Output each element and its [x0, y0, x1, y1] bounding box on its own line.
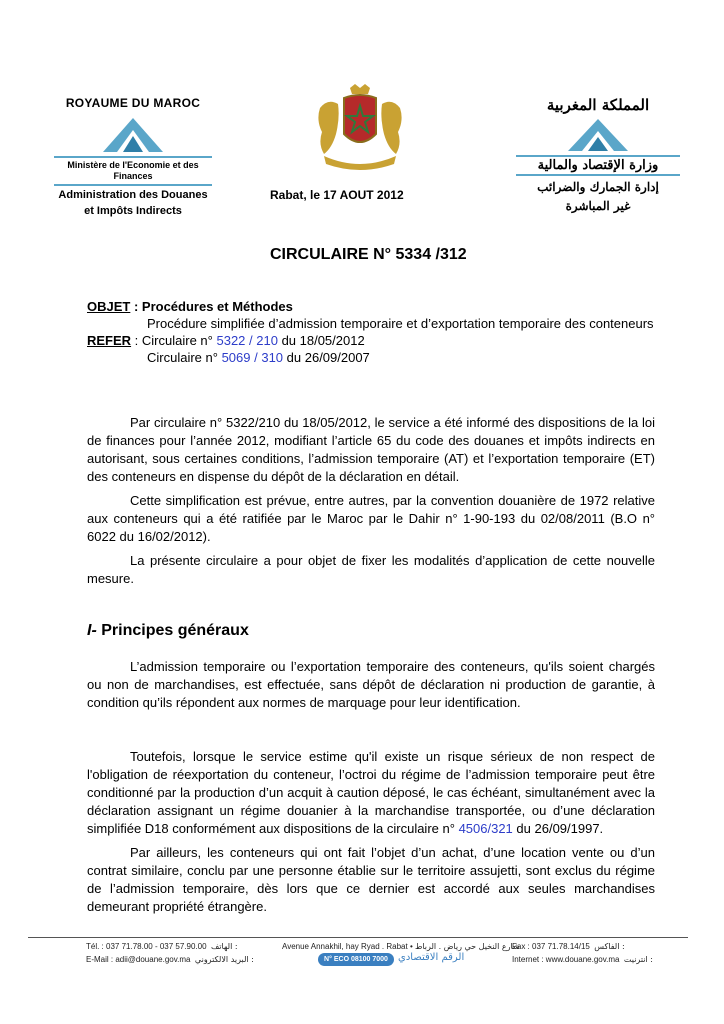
ministry-ar: وزارة الإقتصاد والمالية	[516, 155, 680, 176]
document-date: Rabat, le 17 AOUT 2012	[270, 188, 404, 202]
objet-label: OBJET	[87, 299, 131, 314]
section-numeral: I-	[87, 622, 97, 639]
section-paragraph-2-text: Toutefois, lorsque le service estime qu'il existe un risque sérieux de non respect de l'obligation de réexportation du conteneur, l’octroi du régime de l’admission temporaire peut être conditionné par la production d’un acquit à caution déposé, le cas échéant, simultanément avec la déclaration assignant un régime douanier à la marchandise transportée, ou d’une déclaration simplifiée D18 conformément aux dispositions de la circulaire n°	[87, 749, 655, 836]
section-title: Principes généraux	[101, 622, 249, 639]
circular-4506-link[interactable]: 4506/321	[458, 821, 513, 836]
ministry-logo-ar-icon	[566, 117, 630, 153]
footer-tel-ar: الهاتف :	[211, 942, 238, 951]
admin-ar-1: إدارة الجمارك والضرائب	[537, 180, 659, 194]
ref1-prefix: Circulaire n°	[141, 333, 213, 348]
section-paragraph-2-end: du 26/09/1997.	[516, 821, 604, 836]
footer-address-ar: شارع النخيل حي رياض . الرباط	[414, 942, 520, 951]
refer-line2	[87, 349, 655, 366]
footer-internet-ar: انترنيت :	[623, 955, 653, 964]
objet-line2: Procédure simplifiée d’admission temporaire et d’exportation temporaire des conteneurs	[147, 316, 654, 331]
document-title: CIRCULAIRE N° 5334 /312	[270, 246, 467, 263]
ref1-date: du 18/05/2012	[281, 333, 365, 348]
footer-address: Avenue Annakhil, hay Ryad . Rabat • شارع النخيل حي رياض . الرباط	[282, 942, 520, 951]
footer-fax-ar: الفاكس :	[594, 942, 625, 951]
header-fr-block	[48, 96, 218, 218]
admin-fr-1: Administration des Douanes	[58, 189, 208, 201]
ministry-logo-icon	[101, 116, 165, 154]
ref1-link[interactable]: 5322 / 210	[216, 333, 278, 348]
footer-address-fr: Avenue Annakhil, hay Ryad . Rabat	[282, 942, 408, 951]
ministry-fr: Ministère de l'Economie et des Finances	[54, 156, 212, 186]
footer-internet[interactable]: Internet : www.douane.gov.ma	[512, 955, 620, 964]
admin-ar-2: غير المباشرة	[565, 199, 631, 213]
document-meta	[87, 298, 655, 366]
footer-contact-left	[86, 940, 254, 966]
section-paragraph-3: Par ailleurs, les conteneurs qui ont fait l’objet d’un achat, d’une location vente ou d’un contrat similaire, conclu par une personne établie sur le territoire assujetti, sont exclus du régime de l’admission temporaire, dès lors que ce dernier est accordé aux seules marchandises demeurant propriété étrangère.	[87, 845, 655, 914]
intro-paragraph-1: Par circulaire n° 5322/210 du 18/05/2012, le service a été informé des dispositions de la loi de finances pour l’année 2012, modifiant l’article 65 du code des douanes et impôts indirects en autorisant, sous certaines conditions, l’admission temporaire (AT) et l’exportation temporaire (ET) des conteneurs en dispense du dépôt de la déclaration en détail.	[87, 415, 655, 484]
admin-fr-2: et Impôts Indirects	[84, 205, 182, 217]
refer-label: REFER	[87, 333, 132, 348]
section-paragraph-1: L’admission temporaire ou l’exportation temporaire des conteneurs, qu'ils soient chargés ou non de marchandises, est effectuée, sans dépôt de déclaration ni production de garantie, à condition qu’ils répondent aux normes de marquage pour leur identification.	[87, 659, 655, 710]
kingdom-fr: ROYAUME DU MAROC	[65, 96, 201, 110]
footer-tel: Tél. : 037 71.78.00 - 037 57.90.00	[86, 942, 207, 951]
section-heading	[87, 622, 249, 640]
kingdom-ar: المملكة المغربية	[546, 96, 650, 114]
eco-number-badge: N° ECO 08100 7000	[318, 953, 394, 966]
eco-number-ar: الرقم الاقتصادي	[398, 952, 465, 963]
header-ar-block	[508, 96, 688, 214]
intro-paragraph-2: Cette simplification est prévue, entre autres, par la convention douanière de 1972 relative aux conteneurs qui a été ratifiée par le Maroc par le Dahir n° 1-90-193 du 02/08/2011 (B.O n° 6022 du 16/02/2012).	[87, 493, 655, 544]
footer-rule	[28, 937, 688, 938]
objet-line1: Procédures et Méthodes	[141, 299, 293, 314]
footer-email-ar: البريد الالكتروني :	[194, 955, 254, 964]
refer-line: REFER : Circulaire n° 5322 / 210 du 18/05/2012	[87, 333, 365, 348]
royal-emblem-icon	[310, 84, 410, 176]
objet-line: OBJET : Procédures et Méthodes	[87, 299, 293, 314]
intro-paragraph-3: La présente circulaire a pour objet de fixer les modalités d’application de cette nouvelle mesure.	[87, 553, 655, 586]
intro-section	[87, 414, 655, 594]
footer-email[interactable]: E-Mail : adii@douane.gov.ma	[86, 955, 191, 964]
ref2-prefix: Circulaire n°	[147, 350, 218, 365]
footer-fax: Fax : 037 71.78.14/15	[512, 942, 590, 951]
ref2-date: du 26/09/2007	[286, 350, 370, 365]
section-paragraph-1-block	[87, 658, 655, 718]
section-paragraph-2	[87, 748, 655, 838]
footer-contact-right	[512, 940, 653, 966]
section-paragraphs-block	[87, 748, 655, 922]
ref2-link[interactable]: 5069 / 310	[221, 350, 284, 365]
